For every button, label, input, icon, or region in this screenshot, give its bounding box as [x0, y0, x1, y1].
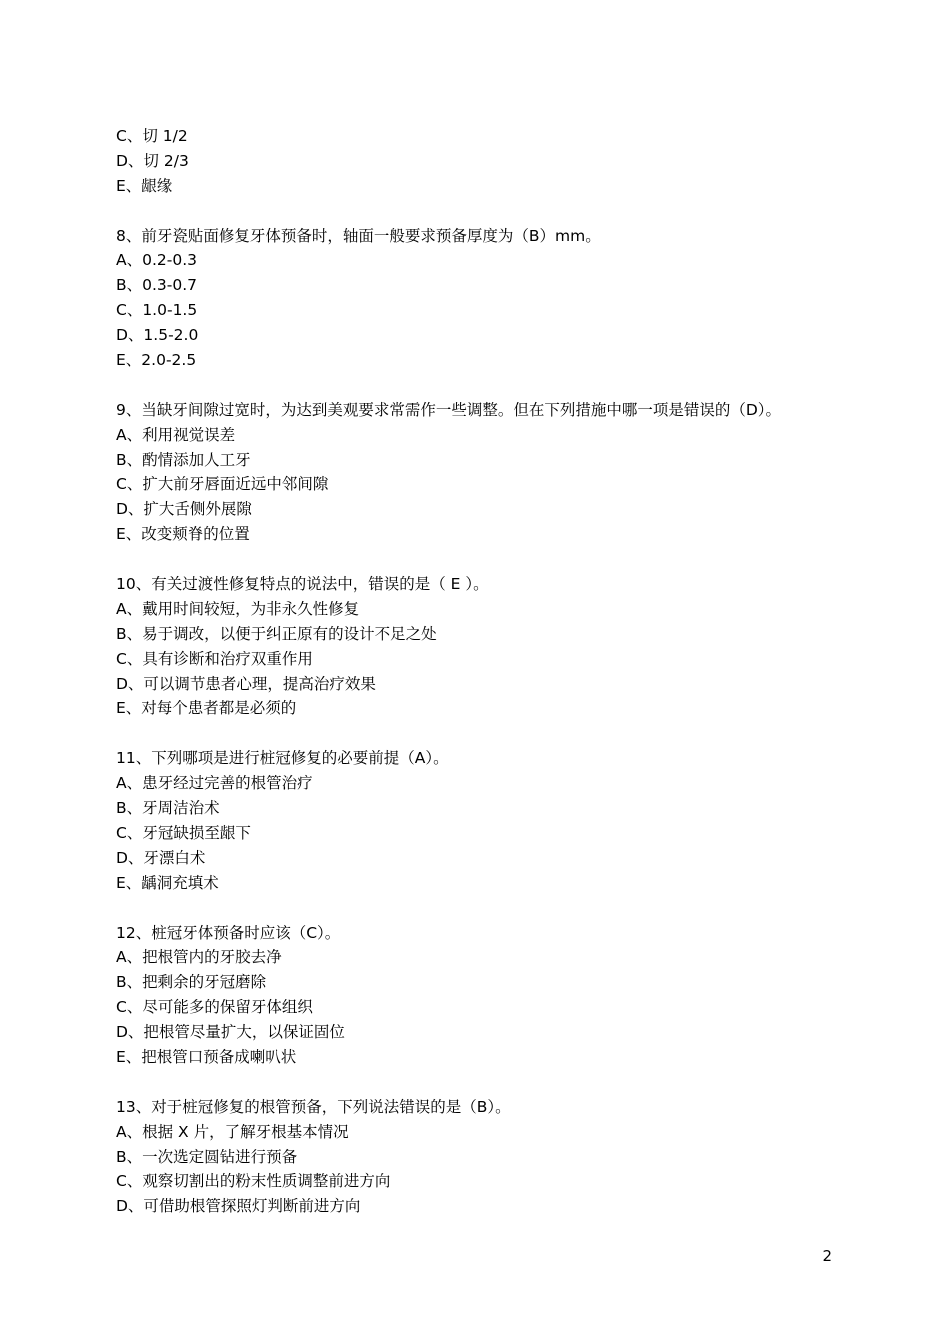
option-e: E、把根管口预备成喇叭状	[116, 1047, 297, 1066]
spacer	[116, 199, 856, 224]
page-number: 2	[822, 1247, 832, 1265]
option-c: C、观察切割出的粉末性质调整前进方向	[116, 1172, 391, 1191]
question-10	[116, 572, 856, 721]
question-12	[116, 921, 856, 1070]
question-9	[116, 398, 856, 547]
question-stem: 11、下列哪项是进行桩冠修复的必要前提（A）。	[116, 749, 449, 768]
option-a: A、根据 X 片，了解牙根基本情况	[116, 1122, 349, 1141]
continued-question	[116, 124, 856, 199]
option-c: C、牙冠缺损至龈下	[116, 823, 251, 842]
option-c: C、切 1/2	[116, 127, 188, 145]
question-11	[116, 746, 856, 895]
option-d: D、可借助根管探照灯判断前进方向	[116, 1197, 361, 1216]
question-stem: 13、对于桩冠修复的根管预备，下列说法错误的是（B）。	[116, 1097, 511, 1116]
option-a: A、把根管内的牙胶去净	[116, 948, 282, 967]
option-b: B、牙周洁治术	[116, 799, 220, 818]
option-e: E、龋洞充填术	[116, 873, 219, 892]
spacer	[116, 721, 856, 746]
option-b: B、易于调改，以便于纠正原有的设计不足之处	[116, 624, 437, 643]
spacer	[116, 547, 856, 572]
option-d: D、切 2/3	[116, 151, 189, 170]
option-d: D、可以调节患者心理，提高治疗效果	[116, 674, 376, 693]
option-e: E、龈缘	[116, 176, 173, 195]
option-b: B、一次选定圆钻进行预备	[116, 1147, 298, 1166]
option-a: A、0.2-0.3	[116, 251, 197, 270]
option-a: A、戴用时间较短，为非永久性修复	[116, 599, 360, 618]
spacer	[116, 896, 856, 921]
option-e: E、改变颊脊的位置	[116, 525, 250, 544]
question-stem: 8、前牙瓷贴面修复牙体预备时，轴面一般要求预备厚度为（B）mm。	[116, 226, 601, 245]
option-b: B、酌情添加人工牙	[116, 450, 251, 469]
question-stem: 12、桩冠牙体预备时应该（C）。	[116, 923, 341, 942]
option-c: C、1.0-1.5	[116, 301, 198, 320]
option-c: C、扩大前牙唇面近远中邻间隙	[116, 475, 329, 494]
question-13	[116, 1095, 856, 1219]
option-d: D、把根管尽量扩大，以保证固位	[116, 1023, 345, 1042]
question-8	[116, 224, 856, 373]
spacer	[116, 1070, 856, 1095]
option-b: B、0.3-0.7	[116, 276, 198, 295]
page-content	[116, 124, 856, 1219]
option-b: B、把剩余的牙冠磨除	[116, 973, 267, 992]
question-stem: 9、当缺牙间隙过宽时，为达到美观要求常需作一些调整。但在下列措施中哪一项是错误的（D）。	[116, 400, 782, 419]
spacer	[116, 373, 856, 398]
question-stem: 10、有关过渡性修复特点的说法中，错误的是（ E ）。	[116, 575, 489, 594]
option-d: D、扩大舌侧外展隙	[116, 500, 252, 519]
option-d: D、1.5-2.0	[116, 326, 199, 345]
option-a: A、患牙经过完善的根管治疗	[116, 774, 313, 793]
option-e: E、2.0-2.5	[116, 351, 197, 370]
option-d: D、牙漂白术	[116, 848, 206, 867]
option-a: A、利用视觉误差	[116, 425, 236, 444]
option-c: C、尽可能多的保留牙体组织	[116, 998, 313, 1017]
option-e: E、对每个患者都是必须的	[116, 699, 297, 718]
option-c: C、具有诊断和治疗双重作用	[116, 649, 313, 668]
